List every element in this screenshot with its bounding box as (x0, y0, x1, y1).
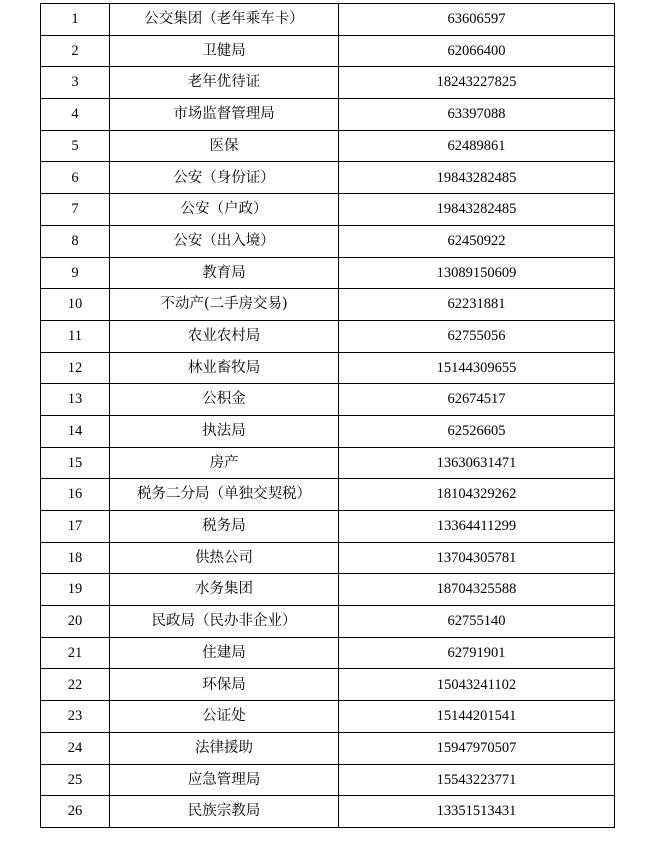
department-name: 教育局 (110, 257, 339, 289)
table-row (41, 637, 615, 669)
table-row (41, 352, 615, 384)
row-index: 5 (41, 130, 110, 162)
phone-number: 62674517 (339, 384, 615, 416)
department-name: 卫健局 (110, 35, 339, 67)
row-index: 18 (41, 542, 110, 574)
table-row (41, 67, 615, 99)
row-index: 4 (41, 99, 110, 131)
row-index: 1 (41, 4, 110, 36)
table-row (41, 4, 615, 36)
department-name: 民族宗教局 (110, 796, 339, 828)
department-name: 法律援助 (110, 732, 339, 764)
phone-number: 15543223771 (339, 764, 615, 796)
row-index: 23 (41, 701, 110, 733)
row-index: 6 (41, 162, 110, 194)
row-index: 8 (41, 225, 110, 257)
department-name: 民政局（民办非企业） (110, 606, 339, 638)
table-row (41, 732, 615, 764)
table-row (41, 320, 615, 352)
row-index: 26 (41, 796, 110, 828)
table-row (41, 606, 615, 638)
row-index: 7 (41, 194, 110, 226)
department-name: 供热公司 (110, 542, 339, 574)
contact-directory-table (40, 3, 615, 828)
department-name: 住建局 (110, 637, 339, 669)
table-row (41, 257, 615, 289)
phone-number: 62231881 (339, 289, 615, 321)
phone-number: 18104329262 (339, 479, 615, 511)
row-index: 11 (41, 320, 110, 352)
table-row (41, 35, 615, 67)
phone-number: 13630631471 (339, 447, 615, 479)
department-name: 执法局 (110, 415, 339, 447)
row-index: 17 (41, 511, 110, 543)
department-name: 公安（出入境） (110, 225, 339, 257)
phone-number: 18243227825 (339, 67, 615, 99)
phone-number: 13364411299 (339, 511, 615, 543)
row-index: 21 (41, 637, 110, 669)
department-name: 老年优待证 (110, 67, 339, 99)
phone-number: 13351513431 (339, 796, 615, 828)
table-row (41, 194, 615, 226)
table-row (41, 225, 615, 257)
department-name: 应急管理局 (110, 764, 339, 796)
phone-number: 13089150609 (339, 257, 615, 289)
department-name: 税务二分局（单独交契税） (110, 479, 339, 511)
phone-number: 62791901 (339, 637, 615, 669)
phone-number: 15947970507 (339, 732, 615, 764)
department-name: 公安（户政） (110, 194, 339, 226)
department-name: 农业农村局 (110, 320, 339, 352)
phone-number: 62755056 (339, 320, 615, 352)
phone-number: 15043241102 (339, 669, 615, 701)
department-name: 林业畜牧局 (110, 352, 339, 384)
row-index: 20 (41, 606, 110, 638)
table-row (41, 447, 615, 479)
row-index: 10 (41, 289, 110, 321)
phone-number: 62755140 (339, 606, 615, 638)
table-row (41, 479, 615, 511)
phone-number: 62489861 (339, 130, 615, 162)
phone-number: 62526605 (339, 415, 615, 447)
table-row (41, 796, 615, 828)
table-row (41, 574, 615, 606)
department-name: 水务集团 (110, 574, 339, 606)
row-index: 16 (41, 479, 110, 511)
phone-number: 15144201541 (339, 701, 615, 733)
row-index: 9 (41, 257, 110, 289)
table-row (41, 669, 615, 701)
department-name: 医保 (110, 130, 339, 162)
table-row (41, 542, 615, 574)
phone-number: 18704325588 (339, 574, 615, 606)
table-row (41, 162, 615, 194)
row-index: 22 (41, 669, 110, 701)
row-index: 19 (41, 574, 110, 606)
department-name: 税务局 (110, 511, 339, 543)
phone-number: 62066400 (339, 35, 615, 67)
row-index: 15 (41, 447, 110, 479)
phone-number: 19843282485 (339, 162, 615, 194)
table-row (41, 511, 615, 543)
department-name: 公交集团（老年乘车卡） (110, 4, 339, 36)
table-row (41, 130, 615, 162)
directory-body (41, 4, 615, 828)
table-row (41, 415, 615, 447)
table-row (41, 289, 615, 321)
department-name: 公安（身份证） (110, 162, 339, 194)
phone-number: 63397088 (339, 99, 615, 131)
row-index: 12 (41, 352, 110, 384)
department-name: 市场监督管理局 (110, 99, 339, 131)
department-name: 公积金 (110, 384, 339, 416)
row-index: 2 (41, 35, 110, 67)
department-name: 不动产(二手房交易) (110, 289, 339, 321)
phone-number: 19843282485 (339, 194, 615, 226)
department-name: 公证处 (110, 701, 339, 733)
row-index: 14 (41, 415, 110, 447)
department-name: 环保局 (110, 669, 339, 701)
row-index: 3 (41, 67, 110, 99)
table-row (41, 99, 615, 131)
row-index: 13 (41, 384, 110, 416)
phone-number: 15144309655 (339, 352, 615, 384)
phone-number: 62450922 (339, 225, 615, 257)
department-name: 房产 (110, 447, 339, 479)
phone-number: 13704305781 (339, 542, 615, 574)
table-row (41, 701, 615, 733)
phone-number: 63606597 (339, 4, 615, 36)
row-index: 25 (41, 764, 110, 796)
table-row (41, 764, 615, 796)
row-index: 24 (41, 732, 110, 764)
table-row (41, 384, 615, 416)
